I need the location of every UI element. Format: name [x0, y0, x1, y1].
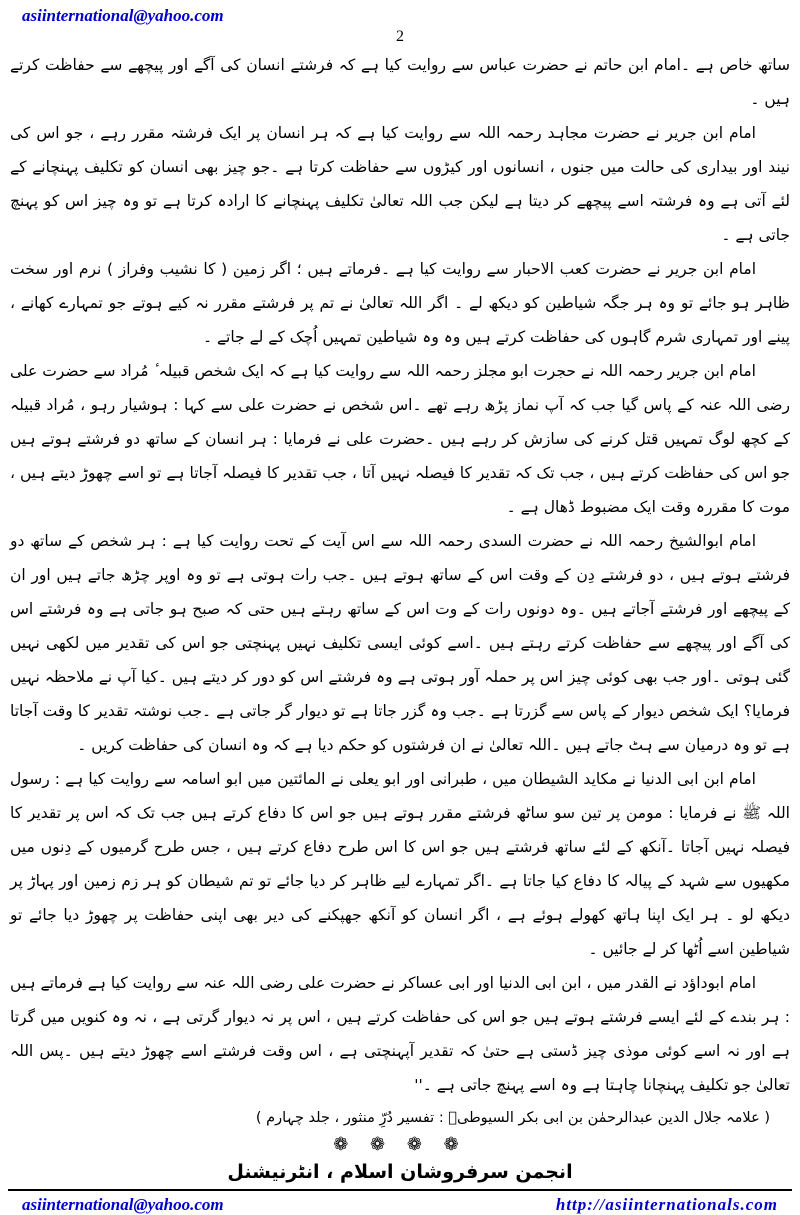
- paragraph: ساتھ خاص ہے ۔امام ابن حاتم نے حضرت عباس سے روایت کیا ہے کہ فرشتے انسان کی آگے اور پیچھے سے حفاظت کرتے ہیں ۔: [10, 56, 790, 108]
- paragraph: امام ابن ابی الدنیا نے مکاید الشیطان میں ، طبرانی اور ابو یعلی نے المائتین میں ابو اسامہ سے روایت کیا ہے : رسول اللہ ﷺ نے فرمایا : مومن پر تین سو ساٹھ فرشتے مقرر ہوتے ہیں جو اس کا دفاع کرتے ہیں جب تک کہ اس پر تقدیر کا فیصلہ نہیں آجاتا ۔آنکھ کے لئے ساتھ فرشتے ہیں جو اس کا اس طرح دفاع کرتے ہیں ، جس طرح گرمیوں کے دِنوں میں مکھیوں سے شہد کے پیالہ کا دفاع کیا جاتا ہے ۔اگر تمہارے لیے ظاہر کر دیا جائے تو تم شیطان کو ہر زم زمین اور پہاڑ پر دیکھ لو ۔ ہر ایک اپنا ہاتھ کھولے ہوئے ہے ، اگر انسان کو آنکھ جھپکنے کی دیر بھی اپنی حفاظت پر چھوڑ دیا جائے تو شیاطین اسے اُٹھا کر لے جائیں ۔: [10, 770, 790, 958]
- paragraph: امام ابوالشیخ رحمہ اللہ نے حضرت السدی رحمہ اللہ سے اس آیت کے تحت روایت کیا ہے : ہر شخص کے ساتھ دو فرشتے ہوتے ہیں ، دو فرشتے دِن کے وقت اس کے ساتھ ہوتے ہیں ۔جب رات ہوتی ہے تو وہ اوپر چڑھ جاتے ہیں اور ان کے پیچھے اور فرشتے آجاتے ہیں ۔وہ دونوں رات کے وت اس کے ساتھ رہتے ہیں حتی کہ صبح ہو جاتی ہے وہ فرشتے اس کی آگے اور پیچھے سے حفاظت کرتے رہتے ہیں ۔اسے کوئی ایسی تکلیف نہیں پہنچتی جو اس کی تقدیر میں لکھی نہیں گئی ہوتی ۔اور جب بھی کوئی چیز اس پر حملہ آور ہوتی ہے وہ فرشتے اس کو دور کر دیتے ہیں ۔کیا آپ نے ملاحظہ نہیں فرمایا؟ ایک شخص دیوار کے پاس سے گزرتا ہے ۔جب وہ گزر جاتا ہے تو دیوار گر جاتی ہے ۔جب نوشتہ تقدیر کا وقت آجاتا ہے تو وہ درمیان سے ہٹ جاتے ہیں ۔اللہ تعالیٰ نے ان فرشتوں کو حکم دیا ہے کہ وہ انسان کی حفاظت کریں ۔: [10, 532, 790, 754]
- star-ornament-row: ❁ ❁ ❁ ❁: [333, 1134, 467, 1155]
- footer-email-link[interactable]: asiinternational@yahoo.com: [22, 1195, 224, 1214]
- page-header: [0, 0, 800, 46]
- header-email-link[interactable]: asiinternational@yahoo.com: [22, 6, 224, 25]
- paragraph: امام ابن جریر رحمہ اللہ نے حجرت ابو مجلز رحمہ اللہ سے روایت کیا ہے کہ ایک شخص قبیلہ ٔ مُراد سے حضرت علی رضی اللہ عنہ کے پاس گیا جب کہ آپ نماز پڑھ رہے تھے ۔اس شخص نے حضرت علی سے کہا : ہوشیار رہو ، مُراد قبیلہ کے کچھ لوگ تمہیں قتل کرنے کی سازش کر رہے ہیں ۔حضرت علی نے فرمایا : ہر انسان کے ساتھ دو فرشتے ہوتے ہیں جو اس کی حفاظت کرتے ہیں ، جب تک کہ تقدیر کا فیصلہ نہیں آتا ، جب تقدیر کا فیصلہ آجاتا ہے تو اسے چھوڑ دیتے ہیں ، موت کا مقررہ وقت ایک مضبوط ڈھال ہے ۔: [10, 362, 790, 516]
- footer-website-link[interactable]: http://asiinternationals.com: [555, 1195, 778, 1214]
- body-paragraphs: [0, 46, 800, 1102]
- paragraph: امام ابن جریر نے حضرت کعب الاحبار سے روایت کیا ہے ۔فرماتے ہیں ؛ اگر زمین ( کا نشیب وفراز ) نرم اور سخت ظاہر ہو جائے تو وہ ہر جگہ شیاطین کو دیکھ لے ۔ اگر اللہ تعالیٰ نے تم پر فرشتے مقرر نہ کیے ہوتے جو تمہارے کھانے ، پینے اور تمہاری شرم گاہوں کی حفاظت کرتے ہیں وہ وہ شیاطین تمہیں اُچک کے لے جاتے ۔: [10, 260, 790, 346]
- page-number: 2: [396, 28, 404, 45]
- paragraph: امام ابن جریر نے حضرت مجاہد رحمہ اللہ سے روایت کیا ہے کہ ہر انسان پر ایک فرشتہ مقرر رہے ، جو اس کی نیند اور بیداری کی حالت میں جنوں ، انسانوں اور کیڑوں سے حفاظت کرتا ہے ۔جو چیز بھی انسان کو تکلیف پہنچانے کے لئے آتی ہے وہ فرشتہ اسے پیچھے کر دیتا ہے لیکن جب اللہ تعالیٰ تکلیف پہنچانے کا ارادہ کرتا ہے تو وہ چیز اس کو پہنچ جاتی ہے ۔: [10, 124, 790, 244]
- paragraph: امام ابوداؤد نے القدر میں ، ابن ابی الدنیا اور ابی عساکر نے حضرت علی رضی اللہ عنہ سے روایت کیا ہے فرماتے ہیں : ہر بندے کے لئے ایسے فرشتے ہوتے ہیں جو اس کی حفاظت کرتے ہیں ، اس پر نہ دیوار گرتی ہے ، نہ وہ کنویں میں گرتا ہے اور نہ اسے کوئی موذی چیز ڈستی ہے حتیٰ کہ تقدیر آپہنچتی ہے ، اس وقت فرشتے اسے چھوڑ دیتے ہیں ۔پس اللہ تعالیٰ جو تکلیف پہنچانا چاہتا ہے وہ اسے پہنچ جاتی ہے ۔'': [10, 974, 790, 1094]
- attribution-line: ( علامہ جلال الدین عبدالرحمٰن بن ابی بکر السیوطیؒ : تفسیر دُرِّ منثور ، جلد چہارم ): [255, 1110, 770, 1126]
- organization-name: انجمن سرفروشان اسلام ، انٹرنیشنل: [227, 1161, 573, 1183]
- footer-links: [0, 1191, 800, 1215]
